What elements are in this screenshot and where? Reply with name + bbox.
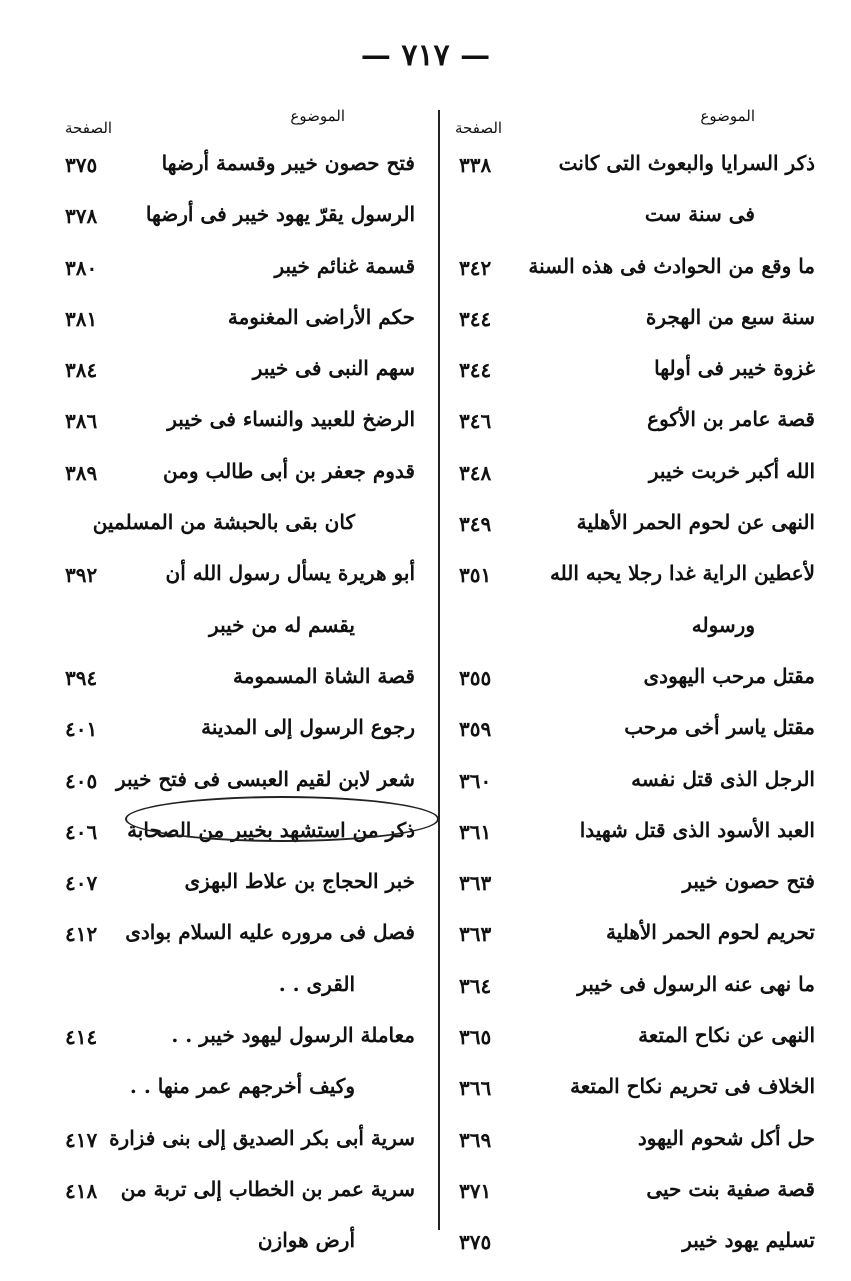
toc-entry-page: ٣٨٩ — [65, 460, 98, 485]
toc-right-column — [445, 105, 825, 1274]
toc-entry-topic: النهى عن نكاح المتعة — [638, 1023, 815, 1048]
toc-entry-topic: ذكر السرايا والبعوث التى كانت — [558, 151, 815, 175]
toc-entry-page: ٤٠٥ — [65, 768, 98, 793]
toc-entry-page: ٣٤٤ — [459, 306, 492, 331]
toc-entry-topic: النهى عن لحوم الحمر الأهلية — [576, 510, 815, 535]
toc-entry-topic: قسمة غنائم خيبر — [274, 253, 415, 278]
toc-entry-topic: الرجل الذى قتل نفسه — [631, 766, 815, 791]
toc-entry-topic: ذكر من استشهد بخيبر من الصحابة — [127, 817, 415, 842]
toc-entry-page: ٣٨٦ — [65, 409, 98, 434]
toc-entry — [445, 658, 825, 709]
toc-entry-page: ٣٤٨ — [459, 460, 492, 485]
toc-entry-page: ٣٤٦ — [459, 409, 492, 434]
toc-entry-page: ٣٤٩ — [459, 512, 492, 537]
toc-entry-topic: حل أكل شحوم اليهود — [637, 1125, 815, 1150]
toc-entry-page: ٣٣٨ — [459, 153, 492, 177]
toc-entry — [445, 607, 825, 658]
toc-entry-topic: أبو هريرة يسأل رسول الله أن — [165, 561, 415, 586]
toc-entry-topic: قصة صفية بنت حيى — [646, 1176, 815, 1201]
toc-entry — [445, 453, 825, 504]
header-page: الصفحة — [65, 119, 113, 137]
toc-entry-page: ٣٦٣ — [459, 922, 492, 947]
header-topic: الموضوع — [700, 107, 755, 125]
toc-entry-page: ٤٠٦ — [65, 819, 98, 844]
toc-entry-topic: الخلاف فى تحريم نكاح المتعة — [570, 1074, 815, 1099]
toc-entry-page: ٣٤٢ — [459, 255, 492, 280]
toc-entry — [55, 1017, 425, 1068]
toc-entry-page: ٣٤٤ — [459, 358, 492, 383]
toc-entry — [55, 1068, 425, 1119]
page-number: — ٧١٧ — — [360, 38, 491, 73]
toc-entry — [55, 453, 425, 504]
toc-entry — [55, 607, 425, 658]
toc-entry-topic: قصة عامر بن الأكوع — [647, 407, 815, 432]
column-header — [445, 105, 825, 145]
toc-entry — [445, 248, 825, 299]
toc-entry — [445, 1222, 825, 1273]
toc-entry-topic: ما نهى عنه الرسول فى خيبر — [577, 971, 815, 996]
toc-entry — [445, 1171, 825, 1222]
toc-entry — [55, 1120, 425, 1171]
toc-entry-page: ٣٦٩ — [459, 1127, 492, 1152]
toc-entry-page: ٣٥٩ — [459, 717, 492, 742]
toc-entry-topic: قدوم جعفر بن أبى طالب ومن — [162, 458, 415, 483]
toc-entry-topic: القرى . . — [278, 971, 355, 996]
toc-entry-topic: شعر لابن لقيم العبسى فى فتح خيبر — [115, 766, 415, 791]
handwritten-circle-annotation — [125, 796, 439, 842]
toc-entry-topic: لأعطين الراية غدا رجلا يحبه الله — [549, 561, 815, 586]
toc-entry-topic: رجوع الرسول إلى المدينة — [201, 715, 415, 740]
toc-entry-topic: الرضخ للعبيد والنساء فى خيبر — [167, 407, 415, 432]
toc-entry-topic: سرية أبى بكر الصديق إلى بنى فزارة — [109, 1125, 415, 1150]
toc-entry-topic: معاملة الرسول ليهود خيبر . . — [171, 1023, 415, 1048]
toc-entry-page: ٣٦٦ — [459, 1076, 492, 1101]
toc-entry — [445, 863, 825, 914]
toc-entry-page: ٣٨١ — [65, 306, 98, 331]
toc-entry-topic: الله أكبر خربت خيبر — [648, 458, 815, 483]
toc-entry — [445, 299, 825, 350]
toc-entry — [445, 1017, 825, 1068]
toc-entry — [55, 196, 425, 247]
toc-entry — [445, 350, 825, 401]
toc-entry-page: ٣٧٥ — [65, 153, 98, 177]
toc-entry-topic: فصل فى مروره عليه السلام بوادى — [125, 920, 415, 945]
toc-entry-topic: قصة الشاة المسمومة — [232, 663, 415, 688]
toc-entry-topic: أرض هوازن — [257, 1228, 355, 1253]
toc-entry — [55, 248, 425, 299]
toc-entry — [55, 709, 425, 760]
toc-entry — [55, 914, 425, 965]
toc-entry — [55, 966, 425, 1017]
toc-entry-topic: ما وقع من الحوادث فى هذه السنة — [528, 253, 815, 278]
toc-entry-topic: تسليم يهود خيبر — [682, 1228, 815, 1253]
toc-entry-topic: وكيف أخرجهم عمر منها . . — [129, 1074, 355, 1099]
toc-entry-topic: الرسول يقرّ يهود خيبر فى أرضها — [145, 202, 415, 227]
toc-entry-page: ٤١٤ — [65, 1025, 98, 1050]
toc-entry-page: ٣٨٠ — [65, 255, 98, 280]
toc-entry — [445, 914, 825, 965]
toc-entry-topic: خبر الحجاج بن علاط البهزى — [184, 869, 415, 894]
column-header — [55, 105, 425, 145]
toc-entry — [445, 504, 825, 555]
toc-entry — [445, 812, 825, 863]
toc-entry-topic: يقسم له من خيبر — [209, 612, 355, 637]
toc-entry-topic: فى سنة ست — [644, 202, 755, 227]
toc-entry — [445, 555, 825, 606]
toc-entry — [55, 555, 425, 606]
toc-entry-topic: تحريم لحوم الحمر الأهلية — [605, 920, 815, 945]
toc-left-column — [55, 105, 425, 1274]
toc-entry-topic: كان بقى بالحبشة من المسلمين — [92, 510, 355, 535]
toc-entry-topic: العبد الأسود الذى قتل شهيدا — [579, 817, 815, 842]
toc-entry-topic: ورسوله — [691, 612, 755, 637]
toc-entry-page: ٤٠٧ — [65, 871, 98, 896]
toc-entry — [55, 658, 425, 709]
toc-entry-topic: سرية عمر بن الخطاب إلى تربة من — [120, 1176, 415, 1201]
toc-entry-page: ٣٧١ — [459, 1178, 492, 1203]
toc-entry-page: ٣٦٣ — [459, 871, 492, 896]
toc-entry-page: ٤١٢ — [65, 922, 98, 947]
toc-entry-page: ٤١٧ — [65, 1127, 98, 1152]
toc-entry-topic: فتح حصون خيبر — [682, 869, 815, 894]
toc-entry — [55, 1171, 425, 1222]
header-topic: الموضوع — [290, 107, 345, 125]
toc-entry — [55, 504, 425, 555]
toc-entry-topic: سهم النبى فى خيبر — [252, 356, 415, 381]
column-divider — [438, 110, 440, 1230]
toc-entry-topic: سنة سبع من الهجرة — [645, 304, 815, 329]
toc-entry-page: ٣٦١ — [459, 819, 492, 844]
toc-entry — [55, 863, 425, 914]
toc-entry — [55, 299, 425, 350]
toc-entry — [55, 350, 425, 401]
toc-entry — [445, 709, 825, 760]
toc-entry — [55, 145, 425, 196]
toc-entry — [445, 761, 825, 812]
toc-entry-topic: مقتل ياسر أخى مرحب — [624, 715, 815, 740]
header-page: الصفحة — [455, 119, 503, 137]
toc-entry — [55, 1222, 425, 1273]
toc-entry-page: ٣٦٥ — [459, 1025, 492, 1050]
toc-entry-page: ٣٩٢ — [65, 563, 98, 588]
toc-entry — [445, 401, 825, 452]
toc-entry — [55, 401, 425, 452]
toc-entry-page: ٣٧٥ — [459, 1230, 492, 1255]
toc-entry-topic: مقتل مرحب اليهودى — [643, 663, 815, 688]
toc-entry-page: ٣٦٠ — [459, 768, 492, 793]
toc-entry-topic: غزوة خيبر فى أولها — [654, 356, 815, 381]
toc-entry-topic: فتح حصون خيبر وقسمة أرضها — [161, 151, 415, 175]
toc-entry-page: ٣٩٤ — [65, 665, 98, 690]
toc-entry — [445, 145, 825, 196]
toc-entry-page: ٣٥١ — [459, 563, 492, 588]
toc-entry-topic: حكم الأراضى المغنومة — [227, 304, 415, 329]
toc-entry-page: ٣٧٨ — [65, 204, 98, 229]
toc-entry-page: ٣٦٤ — [459, 973, 492, 998]
toc-entry — [445, 966, 825, 1017]
toc-entry-page: ٣٥٥ — [459, 665, 492, 690]
toc-entry — [445, 196, 825, 247]
toc-entry-page: ٣٨٤ — [65, 358, 98, 383]
toc-entry-page: ٤٠١ — [65, 717, 98, 742]
toc-entry-page: ٤١٨ — [65, 1178, 98, 1203]
toc-entry — [445, 1120, 825, 1171]
toc-entry — [445, 1068, 825, 1119]
